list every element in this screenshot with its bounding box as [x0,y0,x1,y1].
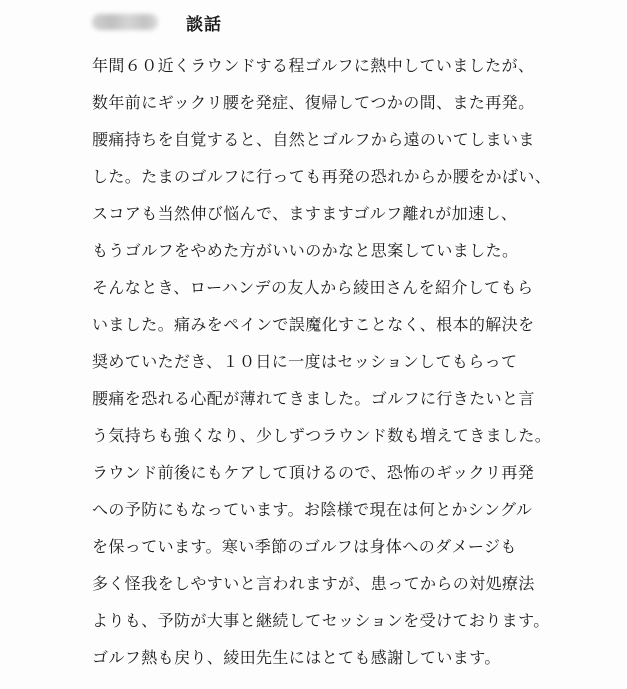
document-header [92,8,222,36]
text-line: いました。痛みをペインで誤魔化すことなく、根本的解決を [92,315,535,334]
redacted-name [92,14,158,30]
text-line: よりも、予防が大事と継続してセッションを受けております。 [92,611,550,630]
text-line: ラウンド前後にもケアして頂けるので、恐怖のギックリ再発 [92,463,535,482]
text-line: 年間６０近くラウンドする程ゴルフに熱中していましたが、 [92,56,535,75]
text-line: への予防にもなっています。お陰様で現在は何とかシングル [92,500,533,519]
text-line: ゴルフ熱も戻り、綾田先生にはとても感謝しています。 [92,648,501,667]
text-line: 数年前にギックリ腰を発症、復帰してつかの間、また再発。 [92,93,535,112]
text-line: した。たまのゴルフに行っても再発の恐れからか腰をかばい、 [92,167,552,186]
text-line: を保っています。寒い季節のゴルフは身体へのダメージも [92,537,517,556]
text-line: もうゴルフをやめた方がいいのかなと思案していました。 [92,241,519,260]
text-line: う気持ちも強くなり、少しずつラウンド数も増えてきました。 [92,426,552,445]
text-line: 多く怪我をしやすいと言われますが、患ってからの対処療法 [92,574,535,593]
text-line: 奨めていただき、１０日に一度はセッションしてもらって [92,352,518,371]
document-title: 談話 [186,14,222,35]
text-line: スコアも当然伸び悩んで、ますますゴルフ離れが加速し、 [92,204,518,223]
text-line: そんなとき、ローハンデの友人から綾田さんを紹介してもら [92,278,534,297]
body-text [92,47,612,676]
text-line: 腰痛を恐れる心配が薄れてきました。ゴルフに行きたいと言 [92,389,535,408]
text-line: 腰痛持ちを自覚すると、自然とゴルフから遠のいてしまいま [92,130,535,149]
